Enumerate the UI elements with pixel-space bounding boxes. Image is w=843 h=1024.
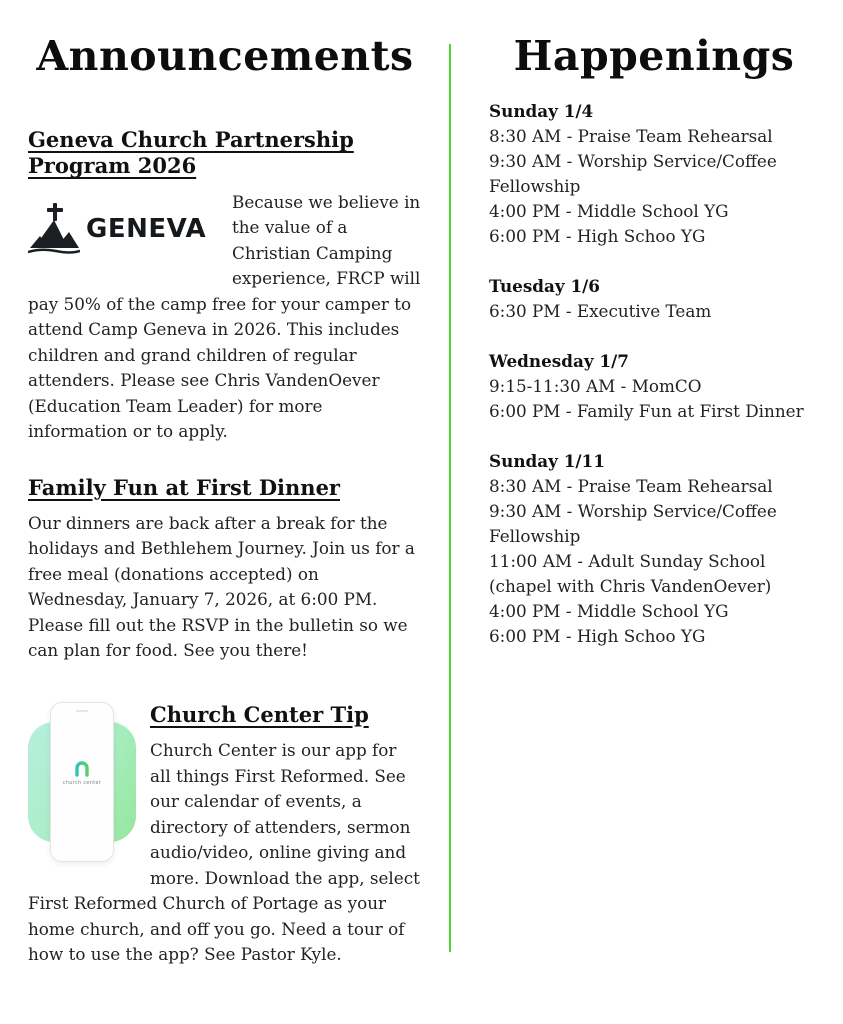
geneva-logo-wordmark: GENEVA [86, 213, 207, 244]
happenings-list [489, 99, 819, 649]
event-item: 4:00 PM - Middle School YG [489, 601, 729, 622]
family-body-text: Our dinners are back after a break for the holidays and Bethlehem Journey. Join us for a free meal (donations accepted) on Wednesday, January 7, 2026, at 6:00 PM. Please fill out the RSVP in the bulletin so we can plan for food. See you there! [28, 512, 415, 661]
geneva-logo [28, 192, 224, 268]
smartphone-illustration [50, 702, 114, 862]
day-header: Sunday 1/11 [489, 451, 605, 472]
church-section-heading: Church Center Tip [150, 701, 369, 727]
geneva-body-text: Because we believe in the value of a Christian Camping experience, FRCP will pay 50% of the camp free for your camper to attend Camp Geneva in 2026. This includes children and grand children of regular attenders. Please see Chris VandenOever (Education Team Leader) for more information or to apply. [28, 191, 421, 442]
green-column-divider [449, 44, 451, 952]
family-section-heading: Family Fun at First Dinner [28, 474, 340, 500]
happenings-day [489, 449, 819, 649]
event-item: 6:00 PM - High Schoo YG [489, 626, 706, 647]
announcements-column [28, 34, 422, 968]
phone-speaker-slit [76, 710, 88, 712]
event-item: 9:15-11:30 AM - MomCO [489, 376, 702, 397]
church-center-app-label: church center [62, 779, 102, 786]
church-body-text: Church Center is our app for all things First Reformed. See our calendar of events, a directory of attenders, sermon audio/video, online giving and more. Download the app, select First Reformed Church of Portage as your home church, and off you go. Need a tour of how to use the app? See Pastor Kyle. [28, 740, 420, 965]
event-item: 6:00 PM - Family Fun at First Dinner [489, 401, 804, 422]
happenings-title: Happenings [513, 32, 795, 80]
section-geneva-partnership [28, 127, 422, 445]
event-item: 9:30 AM - Worship Service/Coffee Fellowship [489, 501, 777, 547]
announcements-title: Announcements [36, 32, 414, 80]
happenings-column [489, 34, 819, 674]
church-center-phone-graphic [28, 702, 136, 862]
event-item: 11:00 AM - Adult Sunday School (chapel with Chris VandenOever) [489, 551, 772, 597]
geneva-section-body [28, 190, 422, 445]
event-item: 6:00 PM - High Schoo YG [489, 226, 706, 247]
geneva-section-heading: Geneva Church Partnership Program 2026 [28, 127, 354, 179]
family-section-body [28, 511, 422, 664]
section-family-fun-dinner [28, 475, 422, 664]
happenings-day [489, 349, 819, 424]
event-item: 8:30 AM - Praise Team Rehearsal [489, 476, 773, 497]
happenings-day [489, 274, 819, 324]
geneva-mountain-cross-icon [28, 202, 80, 258]
church-center-arch-icon [73, 759, 91, 777]
day-header: Sunday 1/4 [489, 101, 594, 122]
event-item: 8:30 AM - Praise Team Rehearsal [489, 126, 773, 147]
happenings-day [489, 99, 819, 249]
event-item: 4:00 PM - Middle School YG [489, 201, 729, 222]
day-header: Wednesday 1/7 [489, 351, 629, 372]
church-center-app-logo [51, 759, 113, 786]
event-item: 6:30 PM - Executive Team [489, 301, 712, 322]
event-item: 9:30 AM - Worship Service/Coffee Fellowship [489, 151, 777, 197]
day-header: Tuesday 1/6 [489, 276, 600, 297]
section-church-center-tip [28, 702, 422, 968]
